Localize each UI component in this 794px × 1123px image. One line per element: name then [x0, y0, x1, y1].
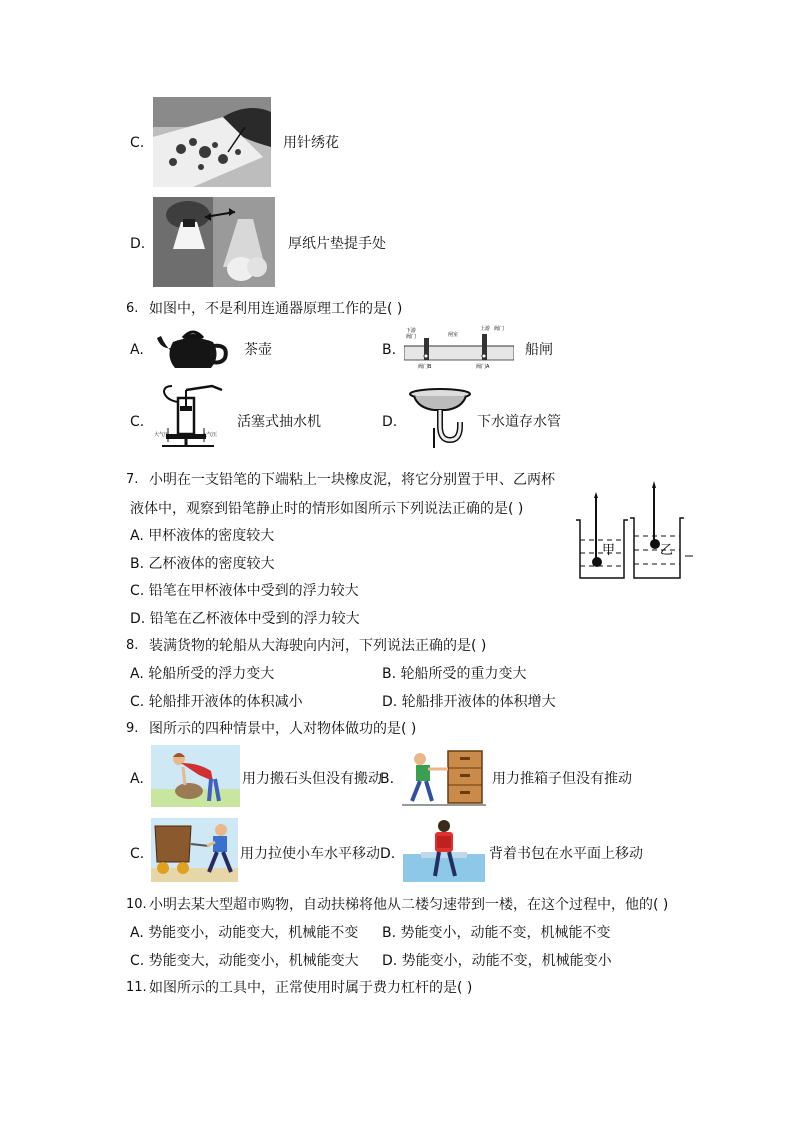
q7-stem-line2: 液体中，观察到铅笔静止时的情形如图所示下列说法正确的是( ) [130, 501, 524, 517]
q8-option-d: D. 轮船排开液体的体积增大 [382, 694, 556, 710]
beakers-figure [572, 478, 694, 582]
lifting-stone-figure [151, 745, 240, 807]
carrying-backpack-figure [403, 818, 485, 882]
q11-number: 11. [126, 980, 147, 995]
q6-option-a-text: 茶壶 [244, 342, 272, 358]
q10-option-d: D. 势能变小，动能不变，机械能变小 [382, 953, 612, 969]
q5-option-c-letter: C. [130, 135, 145, 151]
q9-option-d-letter: D. [380, 846, 396, 862]
pulling-cart-figure [151, 818, 238, 882]
q6-option-b-letter: B. [382, 342, 397, 358]
q8-stem: 装满货物的轮船从大海驶向内河，下列说法正确的是( ) [149, 638, 487, 654]
beaker-label-yi: 乙 [660, 543, 674, 558]
q6-option-a-letter: A. [130, 342, 144, 358]
q6-option-d-letter: D. [382, 414, 398, 430]
q6-option-b-text: 船闸 [525, 342, 553, 358]
lock-label-chamber: 闸室 [448, 332, 459, 338]
q7-stem-line1: 小明在一支铅笔的下端粘上一块橡皮泥，将它分别置于甲、乙两杯 [149, 472, 555, 488]
q6-option-c-letter: C. [130, 414, 145, 430]
q9-option-d-text: 背着书包在水平面上移动 [489, 846, 643, 862]
q10-number: 10. [126, 897, 147, 912]
paper-handle-photo [153, 197, 275, 287]
pump-label-air-pressure-right: 大气压 [202, 432, 218, 438]
q10-option-b: B. 势能变小，动能不变，机械能不变 [382, 925, 611, 941]
q9-option-a-text: 用力搬石头但没有搬动 [242, 771, 382, 787]
q8-option-b: B. 轮船所受的重力变大 [382, 666, 527, 682]
lock-label-valve-b: 阀门B [418, 364, 432, 370]
piston-pump-figure [152, 384, 224, 448]
lock-label-upstream: 上游 [480, 326, 491, 332]
q7-number: 7. [126, 472, 139, 487]
teapot-figure [155, 324, 233, 372]
q7-option-c: C. 铅笔在甲杯液体中受到的浮力较大 [130, 583, 359, 599]
q6-number: 6. [126, 301, 139, 316]
q9-number: 9. [126, 721, 139, 736]
q7-option-d: D. 铅笔在乙杯液体中受到的浮力较大 [130, 611, 360, 627]
q10-option-c: C. 势能变大，动能变小，机械能变大 [130, 953, 359, 969]
embroidery-photo [153, 97, 271, 187]
q9-option-b-letter: B. [380, 771, 395, 787]
q6-stem: 如图中，不是利用连通器原理工作的是( ) [149, 301, 403, 317]
q7-option-b: B. 乙杯液体的密度较大 [130, 556, 275, 572]
pump-label-air-pressure-left: 大气压 [154, 432, 170, 438]
q5-option-d-letter: D. [130, 236, 146, 252]
pushing-box-figure [402, 745, 486, 809]
q9-stem: 图所示的四种情景中，人对物体做功的是( ) [149, 721, 417, 737]
beaker-label-jia: 甲 [602, 543, 616, 558]
q6-option-d-text: 下水道存水管 [477, 414, 561, 430]
q8-option-a: A. 轮船所受的浮力变大 [130, 666, 275, 682]
q9-option-c-text: 用力拉使小车水平移动 [240, 846, 380, 862]
q8-number: 8. [126, 638, 139, 653]
q8-option-c: C. 轮船排开液体的体积减小 [130, 694, 303, 710]
lock-label-valve-2: 阀门 [494, 326, 505, 332]
q9-option-c-letter: C. [130, 846, 145, 862]
lock-label-valve-a: 阀门A [476, 364, 490, 370]
q9-option-b-text: 用力推箱子但没有推动 [492, 771, 632, 787]
q11-stem: 如图所示的工具中，正常使用时属于费力杠杆的是( ) [149, 980, 473, 996]
drain-trap-figure [404, 386, 476, 448]
q5-option-c-text: 用针绣花 [283, 135, 339, 151]
q7-option-a: A. 甲杯液体的密度较大 [130, 528, 275, 544]
q6-option-c-text: 活塞式抽水机 [237, 414, 321, 430]
q9-option-a-letter: A. [130, 771, 144, 787]
ship-lock-figure [404, 324, 514, 372]
lock-label-valve-1: 阀门 [406, 334, 417, 340]
q10-option-a: A. 势能变小，动能变大，机械能不变 [130, 925, 359, 941]
q5-option-d-text: 厚纸片垫提手处 [288, 236, 386, 252]
q10-stem: 小明去某大型超市购物，自动扶梯将他从二楼匀速带到一楼，在这个过程中，他的( ) [149, 897, 669, 913]
lock-label-downstream: 下游 [406, 328, 417, 334]
